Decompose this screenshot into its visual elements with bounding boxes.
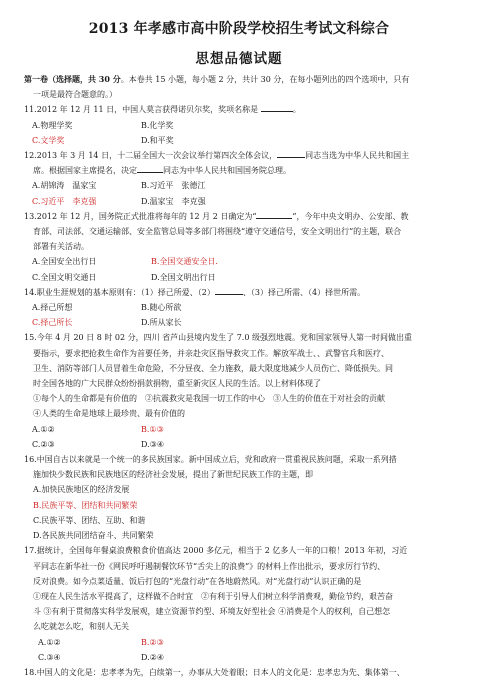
q12-text-a: 12.2013 年 3 月 14 日，十二届全国大一次会议举行第四次全体会议， [24, 151, 278, 161]
q12-option-d: D.温家宝 李克强 [141, 196, 206, 206]
question-15-line-3: 卫生、消防等部门人员冒着生命危险，不分昼夜、全力施救，最大限度地减少人员伤亡、降低损失。同 [33, 363, 393, 373]
question-15-line-2: 要指示，要求把抢救生命作为首要任务，并亲赴灾区指导救灾工作。解放军战士、、武警官兵和医疗、 [33, 348, 389, 358]
q16-option-c: C.民族平等、团结、互助、和谐 [33, 515, 146, 525]
question-14-stem [24, 285, 464, 300]
q11-option-a: A.物理学奖 [32, 120, 73, 130]
question-18-line-1: 18.中国人的文化是：忠孝孝为先，白续第一，办事从大处着眼；日本人的文化是：忠孝忠为先、集体第一、 [24, 667, 405, 677]
q14-options-row-1 [24, 300, 464, 315]
question-17-line-1: 17.据统计，全国每年餐桌浪费粮食价值高达 2000 多亿元，相当于 2 亿多人一年的口粮！2013 年初，习近 [24, 546, 408, 556]
q13-text-a: 13.2012 年 12 月，国务院正式批准将每年的 12 月 2 日确定为“ [24, 211, 257, 221]
q15-statement-1: ①每个人的生命都是有价值的 [33, 394, 137, 404]
q16-option-a: A.加快民族地区的经济发展 [33, 485, 130, 495]
q15-options-row-1 [24, 422, 464, 437]
q16-option-d: D.各民族共同团结奋斗、共同繁荣 [33, 531, 154, 541]
q13-options-row-2 [24, 270, 464, 285]
q16-option-b: B.民族平等、团结和共同繁荣 [33, 500, 138, 510]
question-17-line-4: ①现在人民生活水平提高了，这样做不合时宜 ②有利于引导人们树立科学消费观，勤俭节约，艰苦奋 [33, 591, 393, 601]
q15-options-row-2 [24, 437, 464, 452]
q11-options-row-2 [24, 133, 464, 148]
q13-option-c: C.全国文明交通日 [32, 272, 97, 282]
q15-statements-row-1 [24, 391, 464, 406]
q15-option-a: A.①② [32, 424, 55, 434]
q14-option-a: A.择己所想 [32, 303, 73, 313]
question-16-line-2: 施加快少数民族和民族地区的经济社会发展，提出了新世纪民族工作的主题，即 [33, 470, 313, 480]
page-subtitle: 思想品德试题 [195, 51, 283, 67]
intro-rest: 。本卷共 15 小题，每小题 2 分，共计 30 分，在每小题列出的四个选项中，只有 [120, 75, 410, 84]
q12-option-b: B.习近平 张德江 [141, 181, 206, 191]
q17-option-b: B.②③ [141, 637, 164, 647]
q17-options-row-2 [24, 650, 464, 665]
q11-option-b: B.化学奖 [141, 120, 174, 130]
q12-text-d: 同志为中华人民共和国国务院总理。 [163, 166, 291, 176]
question-13-line-2: 育部、司法部、交通运输部、安全监管总局等多部门将围绕“遵守交通信号，安全文明出行”的主题，联合 [33, 227, 402, 237]
page-title: 2013 年孝感市高中阶段学校招生考试文科综合 [88, 21, 390, 37]
q12-options-row-1 [24, 178, 464, 193]
question-12-line-2 [24, 163, 464, 178]
question-15-line-4: 时全国各地的广大民群众纷纷捐款捐物，重至新灾区人民的生活。以上材料体现了 [33, 379, 321, 389]
intro-bold: 第一卷（选择题，共 30 分 [24, 74, 121, 84]
answer-blank [261, 102, 293, 112]
q12-text-c: 席。根据国家主席提名，决定 [33, 166, 137, 176]
question-17-line-5: 斗 ③有利于贯彻落实科学发展观，建立资源节约型、环境友好型社会 ④消费是个人的权利，自己想怎 [33, 607, 391, 617]
q13-options-row-1 [24, 254, 464, 269]
q14-option-c: C.择己所长 [32, 318, 73, 328]
q15-statement-3: ③人生的价值在于对社会的贡献 [273, 394, 385, 404]
q12-text-b: 同志当选为中华人民共和国主 [305, 151, 410, 161]
q15-statement-2: ②抗震救灾是我国一切工作的中心 [145, 394, 265, 404]
question-17-line-2: 平同志在新华社一份《网民呼吁遏制餐饮环节“舌尖上的浪费”》的材料上作出批示，要求厉行节约、 [33, 561, 386, 571]
intro-line-2: 一项是最符合题意的。） [33, 90, 117, 100]
q14-option-b: B.随心所欲 [141, 303, 182, 313]
q12-options-row-2 [24, 194, 464, 209]
answer-blank [277, 148, 305, 158]
q17-option-c: C.③④ [38, 652, 61, 662]
q11-option-c: C.文学奖 [32, 135, 65, 145]
q11-text: 11.2012 年 12 月 11 日，中国人莫言获得诺贝尔奖，奖项名称是 [24, 105, 259, 115]
q13-text-b: ”，今年中央文明办、公安部、教 [292, 211, 409, 221]
q14-option-d: D.所从家长 [141, 318, 182, 328]
answer-blank [256, 209, 292, 219]
question-16-line-1: 16.中国自古以来就是一个统一的多民族国家。新中国成立后，党和政府一贯重视民族问题，采取一系列措 [24, 455, 397, 465]
question-17-line-6: 么吃就怎么吃，和别人无关 [33, 622, 129, 632]
q15-statement-4: ④人类的生命是地球上最珍贵、最有价值的 [33, 409, 185, 419]
q17-option-d: D.②④ [141, 652, 165, 662]
question-11-stem [24, 102, 464, 117]
question-12-line-1 [24, 148, 464, 163]
question-15-line-1: 15.今年 4 月 20 日 8 时 02 分，四川 省芦山县境内发生了 7.0 级强烈地震。党和国家领导人第一时间做出重 [24, 333, 412, 343]
q11-option-d: D.和平奖 [141, 135, 174, 145]
q14-options-row-2 [24, 315, 464, 330]
q15-option-d: D.③④ [141, 439, 165, 449]
q12-option-a: A.胡锦涛 温家宝 [32, 181, 97, 191]
q11-options-row-1 [24, 118, 464, 133]
q14-text-b: 、（3）择己所需、（4）择世所需。 [242, 287, 366, 297]
q12-option-c: C.习近平 李克强 [32, 196, 97, 206]
q14-text-a: 14.职业生涯规划的基本原则有：（1）择己所爱、（2） [24, 287, 215, 297]
question-13-line-3: 部署有关活动。 [33, 242, 89, 252]
q11-end: 。 [292, 105, 301, 115]
section-intro [24, 72, 464, 87]
q13-option-b: B.全国交通安全日. [151, 257, 218, 267]
answer-blank [137, 163, 163, 173]
q15-option-b: B.①③ [141, 424, 164, 434]
q17-options-row-1 [24, 635, 464, 650]
q13-option-a: A.全国安全出行日 [32, 257, 97, 267]
question-17-line-3: 反对浪费。如今点菜适量、饭后打包的“光盘行动”在各地蔚然风。对“光盘行动”认识正确的是 [33, 576, 362, 586]
q13-option-d: D.全国文明出行日 [151, 272, 216, 282]
exam-body [24, 72, 464, 680]
q17-option-a: A.①② [38, 637, 61, 647]
q15-option-c: C.②③ [32, 439, 55, 449]
answer-blank [215, 285, 243, 295]
question-13-line-1 [24, 209, 464, 224]
